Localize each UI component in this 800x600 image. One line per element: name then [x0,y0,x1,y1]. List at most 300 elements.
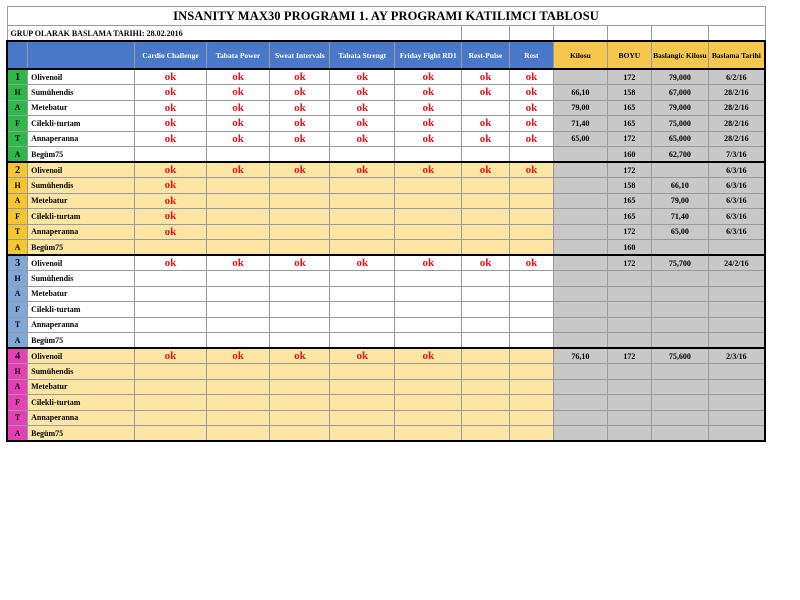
workout-cell[interactable]: ok [395,162,462,178]
workout-cell[interactable]: ok [135,131,206,147]
baslangic-kilosu-cell[interactable]: 75,700 [652,255,709,271]
workout-cell[interactable] [206,240,270,256]
participant-name[interactable]: Olivenoil [28,69,135,85]
workout-cell[interactable] [135,395,206,411]
workout-cell[interactable] [270,286,330,302]
workout-cell[interactable]: ok [206,162,270,178]
workout-cell[interactable]: ok [330,100,395,116]
start-date-label: GRUP OLARAK BASLAMA TARIHI: 28.02.2016 [7,26,462,42]
workout-cell[interactable] [462,286,509,302]
boyu-cell[interactable]: 165 [607,209,651,225]
workout-cell[interactable] [330,333,395,349]
kilosu-cell[interactable] [554,209,608,225]
workout-cell[interactable]: ok [330,116,395,132]
baslangic-kilosu-cell[interactable]: 65,00 [652,224,709,240]
kilosu-cell[interactable] [554,240,608,256]
participant-name[interactable]: Begüm75 [28,240,135,256]
workout-cell[interactable] [462,348,509,364]
workout-cell[interactable] [462,333,509,349]
workout-cell[interactable]: ok [395,85,462,101]
empty-cell[interactable] [509,26,553,42]
workout-cell[interactable] [135,410,206,426]
baslama-tarihi-cell[interactable] [708,333,765,349]
workout-cell[interactable] [395,426,462,442]
workout-cell[interactable]: ok [135,255,206,271]
workout-cell[interactable] [135,302,206,318]
boyu-cell[interactable]: 172 [607,131,651,147]
baslangic-kilosu-cell[interactable] [652,364,709,380]
workout-cell[interactable] [270,147,330,163]
workout-cell[interactable]: ok [509,162,553,178]
kilosu-cell[interactable] [554,302,608,318]
kilosu-cell[interactable] [554,379,608,395]
workout-cell[interactable] [206,224,270,240]
workout-cell[interactable] [330,317,395,333]
baslangic-kilosu-cell[interactable] [652,410,709,426]
kilosu-cell[interactable] [554,255,608,271]
workout-cell[interactable]: ok [206,100,270,116]
baslama-tarihi-cell[interactable] [708,286,765,302]
workout-cell[interactable] [462,271,509,287]
baslangic-kilosu-cell[interactable]: 75,600 [652,348,709,364]
workout-cell[interactable] [462,100,509,116]
participant-name[interactable]: Cilekli-turtam [28,395,135,411]
participant-name[interactable]: Sumühendis [28,85,135,101]
workout-cell[interactable] [395,240,462,256]
workout-cell[interactable] [395,364,462,380]
boyu-cell[interactable] [607,364,651,380]
workout-cell[interactable]: ok [509,131,553,147]
workout-cell[interactable] [462,209,509,225]
workout-cell[interactable]: ok [135,69,206,85]
participant-name[interactable]: Annaperanna [28,224,135,240]
empty-cell[interactable] [462,26,509,42]
baslangic-kilosu-cell[interactable] [652,286,709,302]
boyu-cell[interactable] [607,410,651,426]
workout-cell[interactable]: ok [462,69,509,85]
participant-name[interactable]: Sumühendis [28,271,135,287]
workout-cell[interactable] [330,178,395,194]
participant-name[interactable]: Olivenoil [28,162,135,178]
baslama-tarihi-cell[interactable]: 6/2/16 [708,69,765,85]
workout-cell[interactable] [395,178,462,194]
boyu-cell[interactable] [607,317,651,333]
boyu-cell[interactable]: 172 [607,69,651,85]
baslangic-kilosu-cell[interactable]: 79,000 [652,100,709,116]
workout-cell[interactable] [330,379,395,395]
workout-cell[interactable]: ok [135,193,206,209]
baslama-tarihi-cell[interactable]: 6/3/16 [708,209,765,225]
workout-cell[interactable]: ok [206,131,270,147]
workout-cell[interactable] [206,317,270,333]
boyu-cell[interactable]: 165 [607,116,651,132]
boyu-cell[interactable]: 160 [607,240,651,256]
workout-cell[interactable] [330,193,395,209]
workout-cell[interactable] [395,209,462,225]
workout-cell[interactable] [206,395,270,411]
empty-cell[interactable] [708,26,765,42]
baslangic-kilosu-cell[interactable]: 79,00 [652,193,709,209]
workout-cell[interactable] [135,379,206,395]
workout-cell[interactable]: ok [270,116,330,132]
workout-cell[interactable]: ok [395,69,462,85]
boyu-cell[interactable] [607,333,651,349]
workout-cell[interactable]: ok [509,85,553,101]
workout-cell[interactable]: ok [395,131,462,147]
baslangic-kilosu-cell[interactable] [652,379,709,395]
baslama-tarihi-cell[interactable]: 7/3/16 [708,147,765,163]
workout-cell[interactable]: ok [330,255,395,271]
workout-cell[interactable]: ok [509,116,553,132]
kilosu-cell[interactable] [554,333,608,349]
workout-cell[interactable] [462,317,509,333]
baslama-tarihi-cell[interactable] [708,395,765,411]
workout-cell[interactable] [509,224,553,240]
workout-cell[interactable] [462,395,509,411]
workout-cell[interactable]: ok [330,85,395,101]
workout-cell[interactable]: ok [206,255,270,271]
workout-cell[interactable] [509,364,553,380]
workout-cell[interactable] [270,426,330,442]
subtitle-row [7,26,765,42]
table-row [7,271,765,287]
workout-cell[interactable] [395,379,462,395]
workout-cell[interactable] [270,193,330,209]
workout-cell[interactable] [509,302,553,318]
workout-cell[interactable] [462,193,509,209]
baslangic-kilosu-cell[interactable]: 62,700 [652,147,709,163]
participant-name[interactable]: Metebatur [28,193,135,209]
workout-cell[interactable] [462,240,509,256]
workout-cell[interactable]: ok [135,100,206,116]
workout-cell[interactable] [206,271,270,287]
workout-cell[interactable] [509,209,553,225]
boyu-cell[interactable]: 165 [607,193,651,209]
boyu-cell[interactable]: 165 [607,100,651,116]
workout-cell[interactable]: ok [135,209,206,225]
workout-cell[interactable] [395,333,462,349]
workout-cell[interactable] [270,333,330,349]
boyu-cell[interactable] [607,379,651,395]
baslama-tarihi-cell[interactable] [708,240,765,256]
workout-cell[interactable]: ok [462,116,509,132]
workout-cell[interactable] [330,147,395,163]
workout-cell[interactable]: ok [462,162,509,178]
workout-cell[interactable] [509,317,553,333]
baslangic-kilosu-cell[interactable]: 75,000 [652,116,709,132]
workout-cell[interactable]: ok [395,255,462,271]
workout-cell[interactable]: ok [330,348,395,364]
workout-cell[interactable] [509,426,553,442]
kilosu-cell[interactable] [554,147,608,163]
kilosu-cell[interactable] [554,162,608,178]
empty-cell[interactable] [607,26,651,42]
workout-cell[interactable] [135,240,206,256]
workout-cell[interactable] [270,224,330,240]
workout-cell[interactable]: ok [330,162,395,178]
workout-cell[interactable] [135,286,206,302]
workout-cell[interactable]: ok [270,255,330,271]
kilosu-cell[interactable] [554,69,608,85]
workout-cell[interactable]: ok [462,85,509,101]
workout-cell[interactable]: ok [270,69,330,85]
workout-cell[interactable] [206,193,270,209]
workout-cell[interactable]: ok [330,69,395,85]
workout-cell[interactable]: ok [270,348,330,364]
boyu-cell[interactable] [607,271,651,287]
kilosu-cell[interactable] [554,317,608,333]
boyu-cell[interactable] [607,426,651,442]
participant-name[interactable]: Metebatur [28,286,135,302]
boyu-cell[interactable] [607,286,651,302]
workout-cell[interactable]: ok [270,131,330,147]
workout-cell[interactable] [206,302,270,318]
workout-cell[interactable]: ok [509,255,553,271]
workout-cell[interactable] [206,209,270,225]
workout-cell[interactable] [395,193,462,209]
baslangic-kilosu-cell[interactable]: 71,40 [652,209,709,225]
kilosu-cell[interactable]: 71,40 [554,116,608,132]
workout-cell[interactable]: ok [135,116,206,132]
participant-name[interactable]: Sumühendis [28,364,135,380]
baslama-tarihi-cell[interactable]: 6/3/16 [708,162,765,178]
baslama-tarihi-cell[interactable] [708,379,765,395]
baslama-tarihi-cell[interactable]: 6/3/16 [708,193,765,209]
workout-cell[interactable] [509,379,553,395]
workout-cell[interactable] [206,286,270,302]
kilosu-cell[interactable] [554,426,608,442]
workout-cell[interactable] [270,178,330,194]
workout-cell[interactable]: ok [270,162,330,178]
workout-cell[interactable]: ok [395,100,462,116]
baslama-tarihi-cell[interactable]: 2/3/16 [708,348,765,364]
workout-cell[interactable]: ok [206,85,270,101]
workout-cell[interactable]: ok [270,100,330,116]
boyu-cell[interactable]: 172 [607,224,651,240]
baslangic-kilosu-cell[interactable] [652,240,709,256]
workout-cell[interactable] [395,302,462,318]
participant-name[interactable]: Metebatur [28,379,135,395]
workout-cell[interactable]: ok [206,69,270,85]
workout-cell[interactable] [509,271,553,287]
workout-cell[interactable] [395,271,462,287]
workout-cell[interactable]: ok [135,162,206,178]
workout-cell[interactable]: ok [206,348,270,364]
kilosu-cell[interactable] [554,193,608,209]
workout-cell[interactable] [509,348,553,364]
boyu-cell[interactable]: 160 [607,147,651,163]
boyu-cell[interactable]: 158 [607,178,651,194]
baslangic-kilosu-cell[interactable] [652,333,709,349]
baslangic-kilosu-cell[interactable]: 67,000 [652,85,709,101]
participant-name[interactable]: Olivenoil [28,255,135,271]
baslama-tarihi-cell[interactable]: 28/2/16 [708,85,765,101]
participant-name[interactable]: Annaperanna [28,131,135,147]
workout-cell[interactable]: ok [330,131,395,147]
participant-name[interactable]: Annaperanna [28,317,135,333]
workout-cell[interactable]: ok [462,131,509,147]
kilosu-cell[interactable]: 65,00 [554,131,608,147]
workout-cell[interactable]: ok [206,116,270,132]
workout-cell[interactable]: ok [462,255,509,271]
participant-name[interactable]: Olivenoil [28,348,135,364]
workout-cell[interactable] [462,224,509,240]
workout-cell[interactable] [135,364,206,380]
workout-cell[interactable] [330,224,395,240]
workout-cell[interactable] [395,395,462,411]
baslangic-kilosu-cell[interactable] [652,395,709,411]
boyu-cell[interactable] [607,302,651,318]
workout-cell[interactable] [462,426,509,442]
kilosu-cell[interactable]: 76,10 [554,348,608,364]
baslangic-kilosu-cell[interactable]: 66,10 [652,178,709,194]
workout-cell[interactable] [395,286,462,302]
participant-name[interactable]: Begüm75 [28,333,135,349]
workout-cell[interactable] [270,395,330,411]
baslama-tarihi-cell[interactable] [708,364,765,380]
workout-cell[interactable] [330,364,395,380]
workout-cell[interactable]: ok [135,85,206,101]
workout-cell[interactable] [206,379,270,395]
workout-cell[interactable] [330,410,395,426]
workout-cell[interactable] [206,426,270,442]
boyu-cell[interactable] [607,395,651,411]
kilosu-cell[interactable] [554,286,608,302]
baslangic-kilosu-cell[interactable]: 79,000 [652,69,709,85]
baslama-tarihi-cell[interactable] [708,302,765,318]
workout-cell[interactable] [206,178,270,194]
baslama-tarihi-cell[interactable]: 24/2/16 [708,255,765,271]
baslama-tarihi-cell[interactable]: 28/2/16 [708,131,765,147]
boyu-cell[interactable]: 158 [607,85,651,101]
workout-cell[interactable] [135,317,206,333]
workout-cell[interactable]: ok [509,69,553,85]
workout-cell[interactable] [509,286,553,302]
baslama-tarihi-cell[interactable] [708,426,765,442]
workout-cell[interactable] [135,147,206,163]
workout-cell[interactable] [462,364,509,380]
workout-cell[interactable] [270,271,330,287]
participant-name[interactable]: Sumühendis [28,178,135,194]
workout-cell[interactable] [462,302,509,318]
workout-cell[interactable] [330,286,395,302]
workout-cell[interactable] [330,426,395,442]
workout-cell[interactable] [509,178,553,194]
workout-cell[interactable] [330,209,395,225]
baslangic-kilosu-cell[interactable]: 65,000 [652,131,709,147]
workout-cell[interactable]: ok [395,348,462,364]
baslama-tarihi-cell[interactable]: 6/3/16 [708,224,765,240]
kilosu-cell[interactable] [554,395,608,411]
workout-cell[interactable] [206,333,270,349]
workout-cell[interactable] [270,240,330,256]
workout-cell[interactable] [462,379,509,395]
workout-cell[interactable] [330,395,395,411]
kilosu-cell[interactable] [554,410,608,426]
workout-cell[interactable] [135,333,206,349]
participant-name[interactable]: Cilekli-turtam [28,302,135,318]
workout-cell[interactable]: ok [135,178,206,194]
table-row [7,302,765,318]
kilosu-cell[interactable] [554,224,608,240]
workout-cell[interactable] [462,147,509,163]
workout-cell[interactable] [270,317,330,333]
workout-cell[interactable] [270,410,330,426]
header-sweat-intervals: Sweat Intervals [270,41,330,69]
workout-cell[interactable] [509,333,553,349]
workout-cell[interactable] [509,395,553,411]
workout-cell[interactable] [395,147,462,163]
workout-cell[interactable]: ok [270,85,330,101]
workout-cell[interactable] [206,410,270,426]
participant-name[interactable]: Begüm75 [28,426,135,442]
baslama-tarihi-cell[interactable] [708,317,765,333]
workout-cell[interactable] [509,193,553,209]
kilosu-cell[interactable] [554,271,608,287]
workout-cell[interactable] [270,302,330,318]
kilosu-cell[interactable]: 79,00 [554,100,608,116]
kilosu-cell[interactable]: 66,10 [554,85,608,101]
baslangic-kilosu-cell[interactable] [652,317,709,333]
baslangic-kilosu-cell[interactable] [652,162,709,178]
workout-cell[interactable] [509,240,553,256]
baslama-tarihi-cell[interactable]: 28/2/16 [708,100,765,116]
workout-cell[interactable] [330,240,395,256]
baslangic-kilosu-cell[interactable] [652,302,709,318]
workout-cell[interactable] [330,271,395,287]
workout-cell[interactable] [270,379,330,395]
workout-cell[interactable] [330,302,395,318]
workout-cell[interactable] [135,271,206,287]
workout-cell[interactable] [135,426,206,442]
empty-cell[interactable] [554,26,608,42]
boyu-cell[interactable]: 172 [607,255,651,271]
empty-cell[interactable] [652,26,709,42]
workout-cell[interactable] [509,147,553,163]
workout-cell[interactable]: ok [509,100,553,116]
baslama-tarihi-cell[interactable]: 28/2/16 [708,116,765,132]
workout-cell[interactable] [395,317,462,333]
workout-cell[interactable]: ok [395,116,462,132]
workout-cell[interactable] [206,364,270,380]
workout-cell[interactable] [462,178,509,194]
participant-name[interactable]: Metebatur [28,100,135,116]
boyu-cell[interactable]: 172 [607,348,651,364]
baslangic-kilosu-cell[interactable] [652,271,709,287]
workout-cell[interactable] [206,147,270,163]
baslangic-kilosu-cell[interactable] [652,426,709,442]
workout-cell[interactable] [270,364,330,380]
workout-cell[interactable]: ok [135,348,206,364]
kilosu-cell[interactable] [554,364,608,380]
kilosu-cell[interactable] [554,178,608,194]
workout-cell[interactable] [395,410,462,426]
participant-name[interactable]: Annaperanna [28,410,135,426]
workout-cell[interactable] [395,224,462,240]
workout-cell[interactable]: ok [135,224,206,240]
participant-name[interactable]: Cilekli-turtam [28,209,135,225]
workout-cell[interactable] [462,410,509,426]
baslama-tarihi-cell[interactable] [708,271,765,287]
workout-cell[interactable] [270,209,330,225]
workout-cell[interactable] [509,410,553,426]
participant-name[interactable]: Cilekli-turtam [28,116,135,132]
baslama-tarihi-cell[interactable]: 6/3/16 [708,178,765,194]
table-row [7,131,765,147]
baslama-tarihi-cell[interactable] [708,410,765,426]
participant-name[interactable]: Begüm75 [28,147,135,163]
boyu-cell[interactable]: 172 [607,162,651,178]
